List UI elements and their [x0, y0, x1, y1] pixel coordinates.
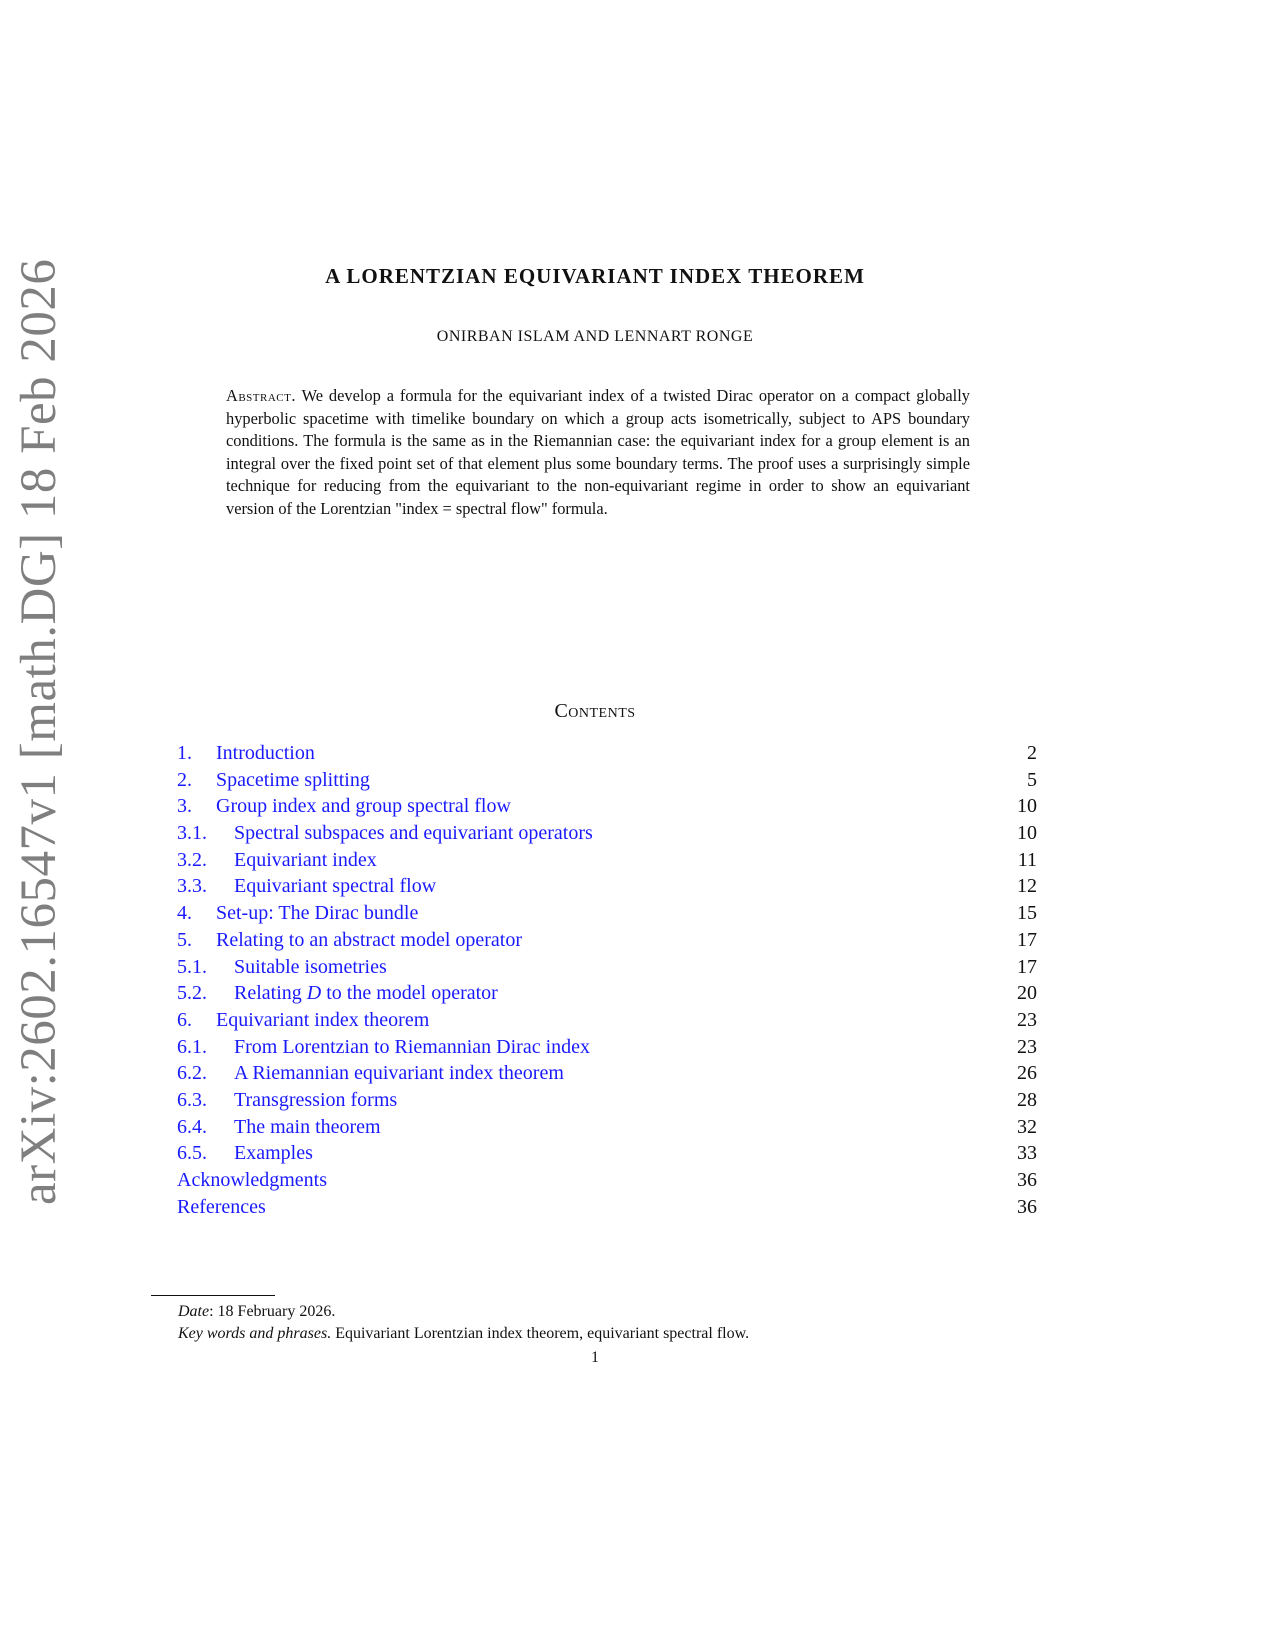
toc-page: 33 — [1017, 1142, 1037, 1165]
toc-entry-acknowledgments[interactable] — [177, 1167, 1037, 1194]
toc-number: 6.5. — [177, 1142, 207, 1165]
toc-title[interactable]: Spacetime splitting — [216, 768, 370, 791]
toc-entry-introduction[interactable] — [177, 740, 1037, 767]
toc-page: 11 — [1017, 848, 1037, 871]
toc-title[interactable]: Examples — [234, 1142, 313, 1165]
toc-number: 6.4. — [177, 1115, 207, 1138]
toc-title[interactable]: Transgression forms — [234, 1088, 398, 1111]
abstract-label: Abstract. — [226, 386, 296, 405]
toc-entry-lorentzian-to-riemannian[interactable] — [177, 1034, 1037, 1061]
toc-page: 26 — [1017, 1062, 1037, 1085]
toc-title[interactable]: Equivariant index theorem — [216, 1008, 430, 1031]
toc-title[interactable]: Relating to an abstract model operator — [216, 928, 523, 951]
toc-page: 10 — [1017, 795, 1037, 818]
toc-number: 6.2. — [177, 1062, 207, 1085]
toc-title[interactable]: Acknowledgments — [177, 1169, 327, 1191]
toc-page: 32 — [1017, 1115, 1037, 1138]
abstract-text: We develop a formula for the equivariant index of a twisted Dirac operator on a compact globally hyperbolic spacetime with timelike boundary on which a group acts isometrically, subject to APS boundary conditions. The formula is the same as in the Riemannian case: the equivariant index for a group element is an integral over the fixed point set of that element plus some boundary terms. The proof uses a surprisingly simple technique for reducing from the equivariant to the non-equivariant regime in order to show an equivariant version of the Lorentzian "index = spectral flow" formula. — [226, 386, 970, 518]
toc-entry-group-index[interactable] — [177, 793, 1037, 820]
toc-entry-main-theorem[interactable] — [177, 1114, 1037, 1141]
toc-entry-references[interactable] — [177, 1194, 1037, 1221]
toc-entry-equivariant-spectral-flow[interactable] — [177, 873, 1037, 900]
footnote-date-label: Date — [178, 1303, 210, 1320]
paper-title: A LORENTZIAN EQUIVARIANT INDEX THEOREM — [325, 264, 865, 288]
footnote-keywords-value: Equivariant Lorentzian index theorem, equivariant spectral flow. — [331, 1325, 750, 1342]
toc-page: 10 — [1017, 822, 1037, 845]
toc-title[interactable]: Group index and group spectral flow — [216, 795, 511, 818]
toc-page: 17 — [1017, 955, 1037, 978]
toc-title[interactable]: Equivariant spectral flow — [234, 875, 437, 898]
toc-title[interactable]: References — [177, 1195, 266, 1218]
paper-authors: ONIRBAN ISLAM AND LENNART RONGE — [436, 328, 754, 345]
toc-number: 3. — [177, 795, 192, 818]
toc-title[interactable]: Suitable isometries — [234, 955, 387, 978]
toc-entry-equivariant-index-theorem[interactable] — [177, 1007, 1037, 1034]
abstract — [226, 385, 970, 521]
toc-number: 3.1. — [177, 822, 207, 845]
toc-entry-dirac-bundle[interactable] — [177, 900, 1037, 927]
toc-entry-examples[interactable] — [177, 1140, 1037, 1167]
arxiv-stamp: arXiv:2602.16547v1 [math.DG] 18 Feb 2026 — [11, 258, 67, 1205]
toc-number: 6.1. — [177, 1035, 207, 1058]
contents-heading: Contents — [554, 700, 636, 722]
toc-number: 5.2. — [177, 982, 207, 1005]
toc-number: 3.3. — [177, 875, 207, 898]
toc-page: 23 — [1017, 1008, 1037, 1031]
toc-page: 2 — [1027, 742, 1037, 764]
toc-page: 20 — [1017, 982, 1037, 1005]
footnote-date-value: : 18 February 2026. — [209, 1303, 336, 1320]
footnote-date — [178, 1303, 335, 1321]
toc-entry-spectral-subspaces[interactable] — [177, 820, 1037, 847]
toc-page: 12 — [1017, 875, 1037, 898]
footnote-rule — [151, 1295, 275, 1296]
toc-number: 6. — [177, 1008, 192, 1031]
toc-title[interactable]: From Lorentzian to Riemannian Dirac index — [234, 1035, 591, 1058]
toc-entry-spacetime-splitting[interactable] — [177, 767, 1037, 794]
toc-entry-relating-d[interactable] — [177, 980, 1037, 1007]
toc-page: 28 — [1017, 1088, 1037, 1111]
toc-title[interactable]: Set-up: The Dirac bundle — [216, 902, 419, 925]
toc-number: 5.1. — [177, 955, 207, 978]
toc-number: 4. — [177, 902, 192, 925]
toc-entry-abstract-model-operator[interactable] — [177, 927, 1037, 954]
toc-title[interactable]: The main theorem — [234, 1115, 381, 1138]
toc-number: 6.3. — [177, 1088, 207, 1111]
toc-entry-equivariant-index[interactable] — [177, 847, 1037, 874]
toc-page: 36 — [1017, 1195, 1037, 1218]
toc-entry-riemannian-theorem[interactable] — [177, 1060, 1037, 1087]
footnote-keywords-label: Key words and phrases. — [178, 1325, 332, 1342]
page-number: 1 — [591, 1349, 599, 1366]
toc-title[interactable]: Relating D to the model operator — [234, 982, 498, 1005]
toc-page: 36 — [1017, 1169, 1037, 1191]
toc-number: 1. — [177, 742, 192, 764]
table-of-contents — [177, 740, 1037, 1220]
toc-title[interactable]: Equivariant index — [234, 848, 377, 871]
toc-entry-transgression-forms[interactable] — [177, 1087, 1037, 1114]
toc-title[interactable]: A Riemannian equivariant index theorem — [234, 1062, 564, 1085]
toc-page: 23 — [1017, 1035, 1037, 1058]
toc-number: 2. — [177, 768, 192, 791]
toc-title[interactable]: Spectral subspaces and equivariant operators — [234, 822, 593, 845]
toc-number: 3.2. — [177, 848, 207, 871]
toc-entry-suitable-isometries[interactable] — [177, 954, 1037, 981]
toc-page: 17 — [1017, 928, 1037, 951]
toc-page: 5 — [1027, 768, 1037, 791]
toc-number: 5. — [177, 928, 192, 951]
toc-page: 15 — [1017, 902, 1037, 925]
footnote-keywords — [178, 1325, 749, 1343]
toc-title[interactable]: Introduction — [216, 742, 315, 764]
